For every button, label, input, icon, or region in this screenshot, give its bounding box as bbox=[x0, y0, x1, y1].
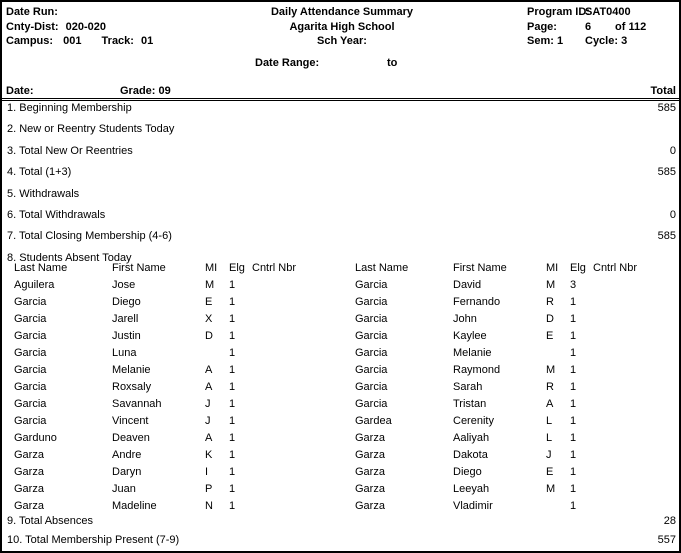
absent-student-row bbox=[355, 467, 681, 484]
cell-elg: 1 bbox=[570, 449, 577, 461]
cell-mi: J bbox=[546, 449, 552, 461]
cell-first-name: Roxsaly bbox=[112, 381, 152, 393]
footer-item-value: 28 bbox=[663, 515, 676, 527]
cell-last-name: Garcia bbox=[14, 381, 47, 393]
cell-last-name: Garduno bbox=[14, 432, 57, 444]
absent-student-row bbox=[355, 416, 681, 433]
campus-track-line bbox=[6, 34, 153, 49]
cell-first-name: Andre bbox=[112, 449, 142, 461]
summary-item bbox=[7, 189, 676, 210]
program-id-label: Program ID: bbox=[527, 6, 590, 18]
cell-elg: 1 bbox=[570, 432, 577, 444]
date-range-to-label: to bbox=[387, 56, 398, 69]
cell-last-name: Garcia bbox=[355, 279, 388, 291]
cell-first-name: Jarell bbox=[112, 313, 139, 325]
absent-student-row bbox=[355, 484, 681, 501]
cell-first-name: Tristan bbox=[453, 398, 487, 410]
cell-last-name: Aguilera bbox=[14, 279, 55, 291]
cell-elg: 1 bbox=[570, 381, 577, 393]
cell-mi: D bbox=[205, 330, 213, 342]
cycle-group bbox=[585, 34, 627, 49]
summary-item-label: 1. Beginning Membership bbox=[7, 102, 132, 114]
cell-last-name: Garza bbox=[355, 466, 385, 478]
cell-last-name: Garcia bbox=[14, 364, 47, 376]
column-header-cntrl-nbr: Cntrl Nbr bbox=[593, 262, 638, 274]
cell-elg: 1 bbox=[229, 364, 236, 376]
cell-mi: L bbox=[546, 415, 553, 427]
summary-item-label: 8. Students Absent Today bbox=[7, 251, 132, 264]
sem-cycle-line bbox=[527, 34, 646, 49]
cell-elg: 1 bbox=[229, 483, 236, 495]
column-header-elg: Elg bbox=[570, 262, 586, 274]
absent-table-header-row bbox=[14, 263, 342, 280]
cell-last-name: Garza bbox=[355, 449, 385, 461]
cnty-dist-line bbox=[6, 20, 153, 35]
cell-first-name: Cerenity bbox=[453, 415, 494, 427]
cell-elg: 1 bbox=[229, 398, 236, 410]
cell-mi: J bbox=[205, 398, 211, 410]
cell-last-name: Garza bbox=[355, 432, 385, 444]
summary-item-label: 5. Withdrawals bbox=[7, 187, 80, 200]
page-of-total: of 112 bbox=[615, 20, 647, 33]
cell-last-name: Garcia bbox=[14, 398, 47, 410]
cell-first-name: Melanie bbox=[112, 364, 151, 376]
column-header-cntrl-nbr: Cntrl Nbr bbox=[252, 262, 297, 274]
header-left bbox=[6, 5, 153, 49]
absent-student-row bbox=[14, 297, 342, 314]
cell-first-name: Dakota bbox=[453, 449, 488, 461]
cell-mi: D bbox=[546, 313, 554, 325]
track-value: 01 bbox=[141, 35, 154, 47]
footer-item-label: 10. Total Membership Present (7-9) bbox=[7, 534, 180, 546]
cell-mi: A bbox=[205, 432, 213, 444]
cell-first-name: Fernando bbox=[453, 296, 501, 308]
absent-student-row bbox=[14, 348, 342, 365]
summary-item-value: 585 bbox=[657, 230, 676, 243]
cell-first-name: Aaliyah bbox=[453, 432, 490, 444]
cell-elg: 1 bbox=[570, 415, 577, 427]
cell-first-name: Diego bbox=[453, 466, 482, 478]
cell-last-name: Garcia bbox=[355, 313, 388, 325]
total-column-header: Total bbox=[650, 85, 676, 97]
date-label: Date: bbox=[6, 85, 34, 97]
cell-first-name: Diego bbox=[112, 296, 141, 308]
column-header-mi: MI bbox=[205, 262, 218, 274]
cell-mi: A bbox=[205, 364, 213, 376]
footer-list bbox=[7, 516, 676, 553]
cell-elg: 1 bbox=[570, 466, 577, 478]
cell-mi: R bbox=[546, 381, 554, 393]
date-run-line bbox=[6, 5, 153, 20]
absent-student-row bbox=[14, 314, 342, 331]
cell-first-name: Jose bbox=[112, 279, 136, 291]
absent-student-row bbox=[14, 450, 342, 467]
cell-mi: A bbox=[546, 398, 554, 410]
cell-elg: 1 bbox=[229, 449, 236, 461]
column-header-first-name: First Name bbox=[453, 262, 507, 274]
cell-mi: L bbox=[546, 432, 553, 444]
cell-last-name: Garcia bbox=[14, 330, 47, 342]
cell-last-name: Garcia bbox=[355, 347, 388, 359]
summary-item bbox=[7, 210, 676, 231]
summary-item bbox=[7, 231, 676, 252]
cell-first-name: Deaven bbox=[112, 432, 150, 444]
absent-student-row bbox=[355, 399, 681, 416]
column-header-first-name: First Name bbox=[112, 262, 166, 274]
absent-student-row bbox=[355, 433, 681, 450]
summary-item-value: 0 bbox=[669, 208, 676, 221]
cnty-dist-label: Cnty-Dist: bbox=[6, 20, 59, 33]
cell-mi: E bbox=[205, 296, 213, 308]
absent-student-row bbox=[14, 484, 342, 501]
cell-elg: 1 bbox=[229, 381, 236, 393]
cell-elg: 1 bbox=[229, 466, 236, 478]
cell-last-name: Garcia bbox=[14, 347, 47, 359]
page-label: Page: bbox=[527, 20, 557, 33]
cell-elg: 1 bbox=[570, 347, 577, 359]
cell-first-name: Juan bbox=[112, 483, 136, 495]
cell-mi: P bbox=[205, 483, 213, 495]
column-header-mi: MI bbox=[546, 262, 559, 274]
cell-last-name: Garcia bbox=[14, 296, 47, 308]
cell-first-name: Luna bbox=[112, 347, 137, 359]
summary-list bbox=[7, 103, 676, 274]
page-line bbox=[527, 20, 646, 35]
cell-mi: E bbox=[546, 330, 554, 342]
cell-last-name: Garza bbox=[14, 449, 44, 461]
campus-label: Campus: bbox=[6, 35, 54, 47]
absent-student-row bbox=[14, 399, 342, 416]
cell-first-name: Savannah bbox=[112, 398, 162, 410]
summary-item bbox=[7, 167, 676, 188]
cell-last-name: Garcia bbox=[355, 330, 388, 342]
absent-student-row bbox=[355, 314, 681, 331]
section-bar bbox=[6, 86, 676, 98]
cycle-value: 3 bbox=[621, 35, 628, 47]
cell-elg: 1 bbox=[229, 347, 236, 359]
cell-mi: I bbox=[205, 466, 209, 478]
grade-value: 09 bbox=[158, 85, 171, 97]
cell-first-name: David bbox=[453, 279, 482, 291]
cell-mi: E bbox=[546, 466, 554, 478]
absent-student-row bbox=[355, 365, 681, 382]
page-number: 6 bbox=[585, 20, 592, 33]
cell-elg: 1 bbox=[570, 313, 577, 325]
cell-first-name: Kaylee bbox=[453, 330, 487, 342]
cnty-dist-value: 020-020 bbox=[65, 20, 106, 33]
absent-student-row bbox=[355, 450, 681, 467]
cell-last-name: Garza bbox=[14, 466, 44, 478]
absent-student-row bbox=[355, 348, 681, 365]
absent-student-row bbox=[355, 331, 681, 348]
school-name: Agarita High School bbox=[289, 20, 395, 33]
double-rule bbox=[2, 98, 679, 101]
cell-last-name: Garcia bbox=[14, 415, 47, 427]
absent-student-row bbox=[14, 280, 342, 297]
cell-mi: M bbox=[546, 364, 556, 376]
cell-last-name: Garcia bbox=[355, 364, 388, 376]
cell-mi: K bbox=[205, 449, 213, 461]
cell-elg: 1 bbox=[229, 313, 236, 325]
cell-elg: 1 bbox=[570, 398, 577, 410]
column-header-last-name: Last Name bbox=[14, 262, 68, 274]
summary-item-value: 585 bbox=[657, 166, 676, 179]
sem-label: Sem: bbox=[527, 35, 554, 47]
cell-first-name: Sarah bbox=[453, 381, 483, 393]
grade-group bbox=[120, 86, 171, 97]
cell-first-name: Melanie bbox=[453, 347, 492, 359]
cell-elg: 1 bbox=[570, 296, 577, 308]
absent-student-row bbox=[355, 297, 681, 314]
cell-elg: 1 bbox=[229, 330, 236, 342]
track-label: Track: bbox=[101, 35, 134, 47]
footer-item-value: 557 bbox=[657, 534, 676, 546]
cell-first-name: Vladimir bbox=[453, 500, 493, 512]
cell-elg: 1 bbox=[229, 500, 236, 512]
cell-elg: 1 bbox=[229, 296, 236, 308]
cell-last-name: Gardea bbox=[355, 415, 392, 427]
footer-item-label: 9. Total Absences bbox=[7, 515, 94, 527]
summary-item-label: 6. Total Withdrawals bbox=[7, 208, 106, 221]
absent-student-row bbox=[14, 467, 342, 484]
cell-first-name: John bbox=[453, 313, 477, 325]
cell-last-name: Garza bbox=[14, 483, 44, 495]
cell-mi: M bbox=[546, 279, 556, 291]
cell-last-name: Garza bbox=[14, 500, 44, 512]
absent-student-row bbox=[355, 280, 681, 297]
campus-value: 001 bbox=[63, 35, 82, 47]
cell-last-name: Garcia bbox=[355, 296, 388, 308]
cell-last-name: Garcia bbox=[355, 398, 388, 410]
absent-student-row bbox=[14, 331, 342, 348]
cell-elg: 1 bbox=[229, 415, 236, 427]
absent-table-header-row bbox=[355, 263, 681, 280]
cell-first-name: Daryn bbox=[112, 466, 142, 478]
summary-item-label: 4. Total (1+3) bbox=[7, 166, 72, 179]
absent-student-row bbox=[14, 433, 342, 450]
summary-item-label: 2. New or Reentry Students Today bbox=[7, 123, 175, 136]
cell-mi: M bbox=[205, 279, 215, 291]
cell-first-name: Madeline bbox=[112, 500, 157, 512]
cell-elg: 1 bbox=[229, 432, 236, 444]
summary-item-value: 585 bbox=[657, 102, 676, 114]
cell-first-name: Vincent bbox=[112, 415, 149, 427]
cell-mi: X bbox=[205, 313, 213, 325]
grade-label: Grade: bbox=[120, 85, 156, 97]
footer-item bbox=[7, 535, 676, 553]
date-run-label: Date Run: bbox=[6, 6, 58, 18]
absent-student-row bbox=[14, 365, 342, 382]
summary-item-label: 3. Total New Or Reentries bbox=[7, 144, 133, 157]
absent-student-row bbox=[14, 416, 342, 433]
cell-first-name: Justin bbox=[112, 330, 141, 342]
cycle-label: Cycle: bbox=[585, 35, 619, 47]
cell-mi: N bbox=[205, 500, 213, 512]
column-header-last-name: Last Name bbox=[355, 262, 409, 274]
cell-first-name: Raymond bbox=[453, 364, 501, 376]
summary-item-value: 0 bbox=[669, 144, 676, 157]
cell-mi: A bbox=[205, 381, 213, 393]
cell-last-name: Garza bbox=[355, 483, 385, 495]
cell-mi: R bbox=[546, 296, 554, 308]
sem-group bbox=[527, 34, 585, 49]
column-header-elg: Elg bbox=[229, 262, 245, 274]
cell-elg: 1 bbox=[229, 279, 236, 291]
summary-item bbox=[7, 146, 676, 167]
absent-student-row bbox=[355, 382, 681, 399]
cell-last-name: Garza bbox=[355, 500, 385, 512]
summary-item bbox=[7, 103, 676, 124]
cell-first-name: Leeyah bbox=[453, 483, 490, 495]
absent-table-left bbox=[14, 263, 342, 518]
cell-elg: 1 bbox=[570, 364, 577, 376]
cell-elg: 1 bbox=[570, 330, 577, 342]
program-id-value: SAT0400 bbox=[585, 6, 631, 18]
report-title: Daily Attendance Summary bbox=[270, 6, 414, 18]
cell-last-name: Garcia bbox=[14, 313, 47, 325]
cell-mi: J bbox=[205, 415, 211, 427]
cell-elg: 1 bbox=[570, 483, 577, 495]
date-range-label: Date Range: bbox=[255, 56, 320, 69]
cell-elg: 3 bbox=[570, 279, 577, 291]
header-center bbox=[192, 5, 492, 70]
absent-table-right bbox=[355, 263, 681, 518]
cell-elg: 1 bbox=[570, 500, 577, 512]
program-id-line bbox=[527, 5, 646, 20]
cell-last-name: Garcia bbox=[355, 381, 388, 393]
cell-mi: M bbox=[546, 483, 556, 495]
sch-year-label: Sch Year: bbox=[317, 35, 367, 47]
sem-value: 1 bbox=[556, 35, 564, 47]
summary-item-label: 7. Total Closing Membership (4-6) bbox=[7, 230, 172, 243]
footer-item bbox=[7, 516, 676, 535]
absent-student-row bbox=[14, 382, 342, 399]
date-range-line bbox=[192, 56, 492, 70]
summary-item bbox=[7, 124, 676, 145]
header-right bbox=[527, 5, 646, 49]
